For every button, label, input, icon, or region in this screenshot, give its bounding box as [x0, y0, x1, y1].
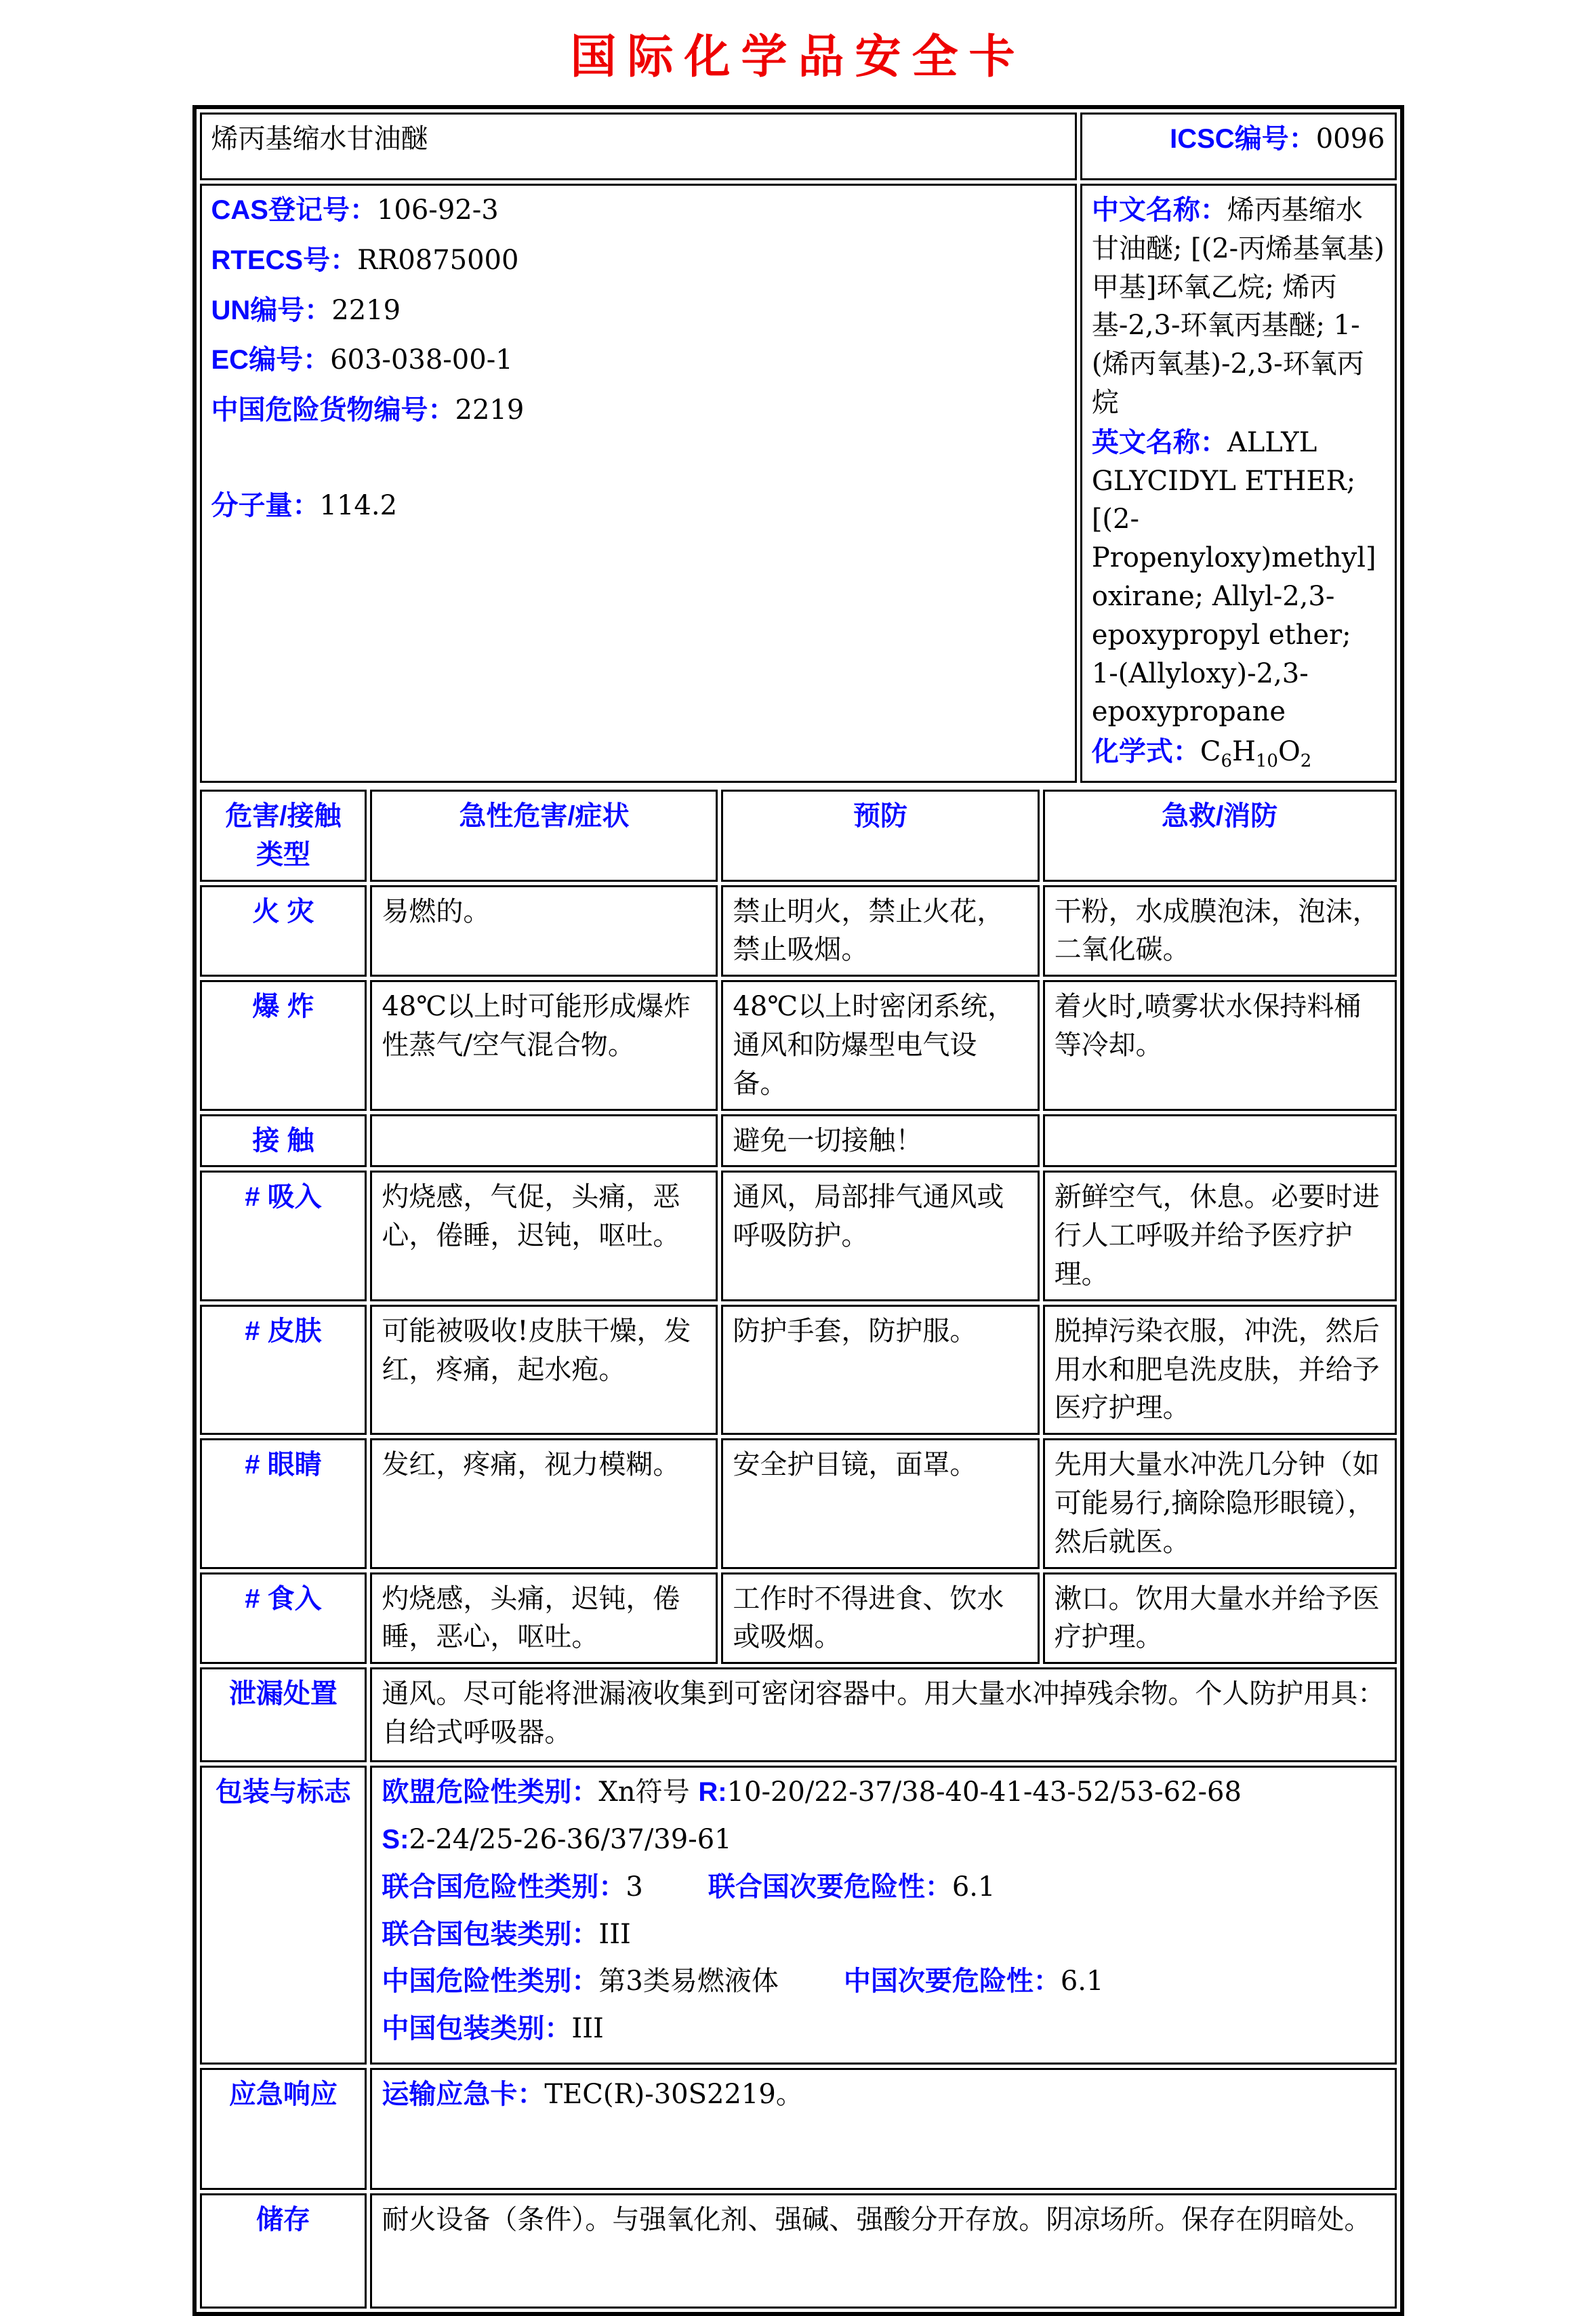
explosion-prevention: 48℃以上时密闭系统，通风和防爆型电气设备。: [721, 980, 1039, 1110]
english-name-value: ALLYL GLYCIDYL ETHER; [(2-Propenyloxy)methyl] oxirane; Allyl-2,3-epoxypropyl ether; 1-(Allyloxy)-2,3-epoxypropane: [1091, 426, 1376, 728]
explosion-symptoms: 48℃以上时可能形成爆炸性蒸气/空气混合物。: [370, 980, 718, 1110]
china-dg-label: 中国危险货物编号：: [211, 395, 455, 426]
safety-card-page: [0, 20, 1596, 2235]
page-title: 国际化学品安全卡: [570, 31, 1026, 83]
row-label-storage: 储存: [200, 2193, 367, 2309]
row-ingestion: [200, 1572, 1397, 1665]
un-subrisk-value: 6.1: [952, 1871, 996, 1903]
inhalation-aid: 新鲜空气，休息。必要时进行人工呼吸并给予医疗护理。: [1043, 1171, 1397, 1301]
rtecs-value: RR0875000: [357, 244, 519, 276]
cn-class-label: 中国危险性类别：: [382, 1966, 599, 1997]
eyes-prevention: 安全护目镜，面罩。: [721, 1438, 1039, 1568]
header-prevention: 预防: [721, 790, 1039, 882]
un-class-label: 联合国危险性类别：: [382, 1871, 626, 1902]
row-label-eyes: # 眼睛: [200, 1438, 367, 1568]
row-fire: [200, 885, 1397, 977]
cn-class-line: [382, 1962, 1385, 2001]
eu-hazard-line: [382, 1773, 1385, 1812]
skin-aid: 脱掉污染衣服，冲洗，然后用水和肥皂洗皮肤，并给予医疗护理。: [1043, 1305, 1397, 1435]
cas-label: CAS登记号：: [211, 195, 377, 225]
s-phrases-line: [382, 1821, 1385, 1859]
hazard-table: [197, 786, 1400, 2312]
row-spill-disposal: [200, 1667, 1397, 1762]
spill-disposal-text: 通风。尽可能将泄漏液收集到可密闭容器中。用大量水冲掉残余物。个人防护用具：自给式呼吸器。: [370, 1667, 1396, 1762]
ingestion-aid: 漱口。饮用大量水并给予医疗护理。: [1043, 1572, 1397, 1665]
chinese-name-label: 中文名称：: [1091, 195, 1227, 225]
fire-aid: 干粉，水成膜泡沫，泡沫，二氧化碳。: [1043, 885, 1397, 977]
un-label: UN编号：: [211, 295, 332, 325]
fire-prevention: 禁止明火，禁止火花，禁止吸烟。: [721, 885, 1039, 977]
storage-text: 耐火设备（条件）。与强氧化剂、强碱、强酸分开存放。阴凉场所。保存在阴暗处。: [370, 2193, 1396, 2309]
molecular-weight-line: [211, 487, 1065, 525]
header-acute-symptoms: 急性危害/症状: [370, 790, 718, 882]
row-packaging-labelling: [200, 1766, 1397, 2065]
ec-label: EC编号：: [211, 345, 331, 375]
row-label-contact: 接 触: [200, 1114, 367, 1168]
chinese-name-value: 烯丙基缩水甘油醚; [(2-丙烯基氧基)甲基]环氧乙烷; 烯丙基-2,3-环氧丙基醚; 1-(烯丙氧基)-2,3-环氧丙烷: [1091, 195, 1385, 418]
english-name-label: 英文名称：: [1091, 427, 1227, 458]
eu-hazard-symbol: Xn符号: [598, 1776, 699, 1808]
fire-symptoms: 易燃的。: [370, 885, 718, 977]
row-label-packaging: 包装与标志: [200, 1766, 367, 2065]
packaging-content: [370, 1766, 1396, 2065]
un-number-line: [211, 291, 1065, 330]
un-packing-group-line: [382, 1915, 1385, 1954]
row-skin: [200, 1305, 1397, 1435]
registry-numbers-cell: [200, 184, 1077, 783]
english-name-paragraph: [1092, 424, 1385, 731]
un-class-line: [382, 1868, 1385, 1907]
hazard-header-row: [200, 790, 1397, 882]
ec-value: 603-038-00-1: [330, 344, 513, 376]
row-storage: [200, 2193, 1397, 2309]
s-phrases-label: S:: [382, 1825, 409, 1854]
row-contact: [200, 1114, 1397, 1168]
r-phrases-value: 10-20/22-37/38-40-41-43-52/53-62-68: [727, 1776, 1242, 1808]
un-subrisk-label: 联合国次要危险性：: [708, 1871, 952, 1902]
ingestion-prevention: 工作时不得进食、饮水或吸烟。: [721, 1572, 1039, 1665]
row-emergency-response: [200, 2068, 1397, 2190]
skin-symptoms: 可能被吸收!皮肤干燥，发红，疼痛，起水疱。: [370, 1305, 718, 1435]
formula-value: $C_6H_{10}O_2$: [1200, 736, 1312, 772]
molecular-weight-label: 分子量：: [211, 490, 320, 521]
transport-emergency-card-value: TEC(R)-30S2219。: [544, 2078, 803, 2110]
cn-subrisk-label: 中国次要危险性：: [843, 1966, 1061, 1997]
row-label-ingestion: # 食入: [200, 1572, 367, 1665]
cas-value: 106-92-3: [376, 195, 499, 226]
icsc-number-value: 0096: [1315, 123, 1385, 155]
ec-number-line: [211, 341, 1065, 380]
eyes-symptoms: 发红，疼痛，视力模糊。: [370, 1438, 718, 1568]
un-value: 2219: [331, 294, 401, 326]
row-label-fire: 火 灾: [200, 885, 367, 977]
cn-subrisk-value: 6.1: [1060, 1966, 1104, 1997]
row-explosion: [200, 980, 1397, 1110]
cn-class-value: 第3类易燃液体: [598, 1966, 779, 1997]
icsc-number-label: ICSC编号：: [1170, 124, 1316, 154]
rtecs-label: RTECS号：: [211, 245, 358, 275]
chemical-name: 烯丙基缩水甘油醚: [200, 113, 1077, 180]
cn-packing-group-value: III: [571, 2013, 604, 2045]
identity-section: [197, 109, 1400, 786]
explosion-aid: 着火时,喷雾状水保持料桶等冷却。: [1043, 980, 1397, 1110]
row-eyes: [200, 1438, 1397, 1568]
transport-emergency-card-label: 运输应急卡：: [382, 2079, 545, 2109]
row-label-explosion: 爆 炸: [200, 980, 367, 1110]
identifiers-row: [200, 184, 1397, 783]
chemical-names-cell: [1080, 184, 1397, 783]
formula-label: 化学式：: [1091, 737, 1200, 767]
un-packing-group-label: 联合国包装类别：: [382, 1919, 599, 1949]
row-label-spill-disposal: 泄漏处置: [200, 1667, 367, 1762]
row-label-inhalation: # 吸入: [200, 1171, 367, 1301]
eu-hazard-label: 欧盟危险性类别：: [382, 1777, 599, 1808]
contact-prevention: 避免一切接触！: [721, 1114, 1039, 1168]
chinese-name-paragraph: [1092, 191, 1385, 422]
china-dg-number-line: [211, 391, 1065, 430]
cn-packing-group-line: [382, 2010, 1385, 2048]
skin-prevention: 防护手套，防护服。: [721, 1305, 1039, 1435]
row-inhalation: [200, 1171, 1397, 1301]
inhalation-prevention: 通风，局部排气通风或呼吸防护。: [721, 1171, 1039, 1301]
eyes-aid: 先用大量水冲洗几分钟（如可能易行,摘除隐形眼镜），然后就医。: [1043, 1438, 1397, 1568]
cas-number-line: [211, 191, 1065, 230]
china-dg-value: 2219: [455, 394, 525, 426]
contact-symptoms: [370, 1114, 718, 1168]
emergency-content: [370, 2068, 1396, 2190]
header-first-aid-fire: 急救/消防: [1043, 790, 1397, 882]
card-header-row: [200, 113, 1397, 180]
r-phrases-label: R:: [698, 1777, 727, 1808]
row-label-skin: # 皮肤: [200, 1305, 367, 1435]
molecular-weight-value: 114.2: [319, 489, 398, 521]
inhalation-symptoms: 灼烧感，气促，头痛，恶心，倦睡，迟钝，呕吐。: [370, 1171, 718, 1301]
safety-card: [192, 105, 1404, 2316]
s-phrases-value: 2-24/25-26-36/37/39-61: [409, 1824, 732, 1855]
formula-paragraph: [1092, 733, 1385, 774]
contact-aid: [1043, 1114, 1397, 1168]
un-class-value: 3: [626, 1871, 643, 1903]
icsc-number-cell: [1080, 113, 1397, 180]
un-packing-group-value: III: [598, 1918, 631, 1950]
ingestion-symptoms: 灼烧感，头痛，迟钝，倦睡，恶心，呕吐。: [370, 1572, 718, 1665]
header-hazard-type: 危害/接触 类型: [200, 790, 367, 882]
cn-packing-group-label: 中国包装类别：: [382, 2014, 572, 2044]
row-label-emergency: 应急响应: [200, 2068, 367, 2190]
rtecs-number-line: [211, 241, 1065, 280]
